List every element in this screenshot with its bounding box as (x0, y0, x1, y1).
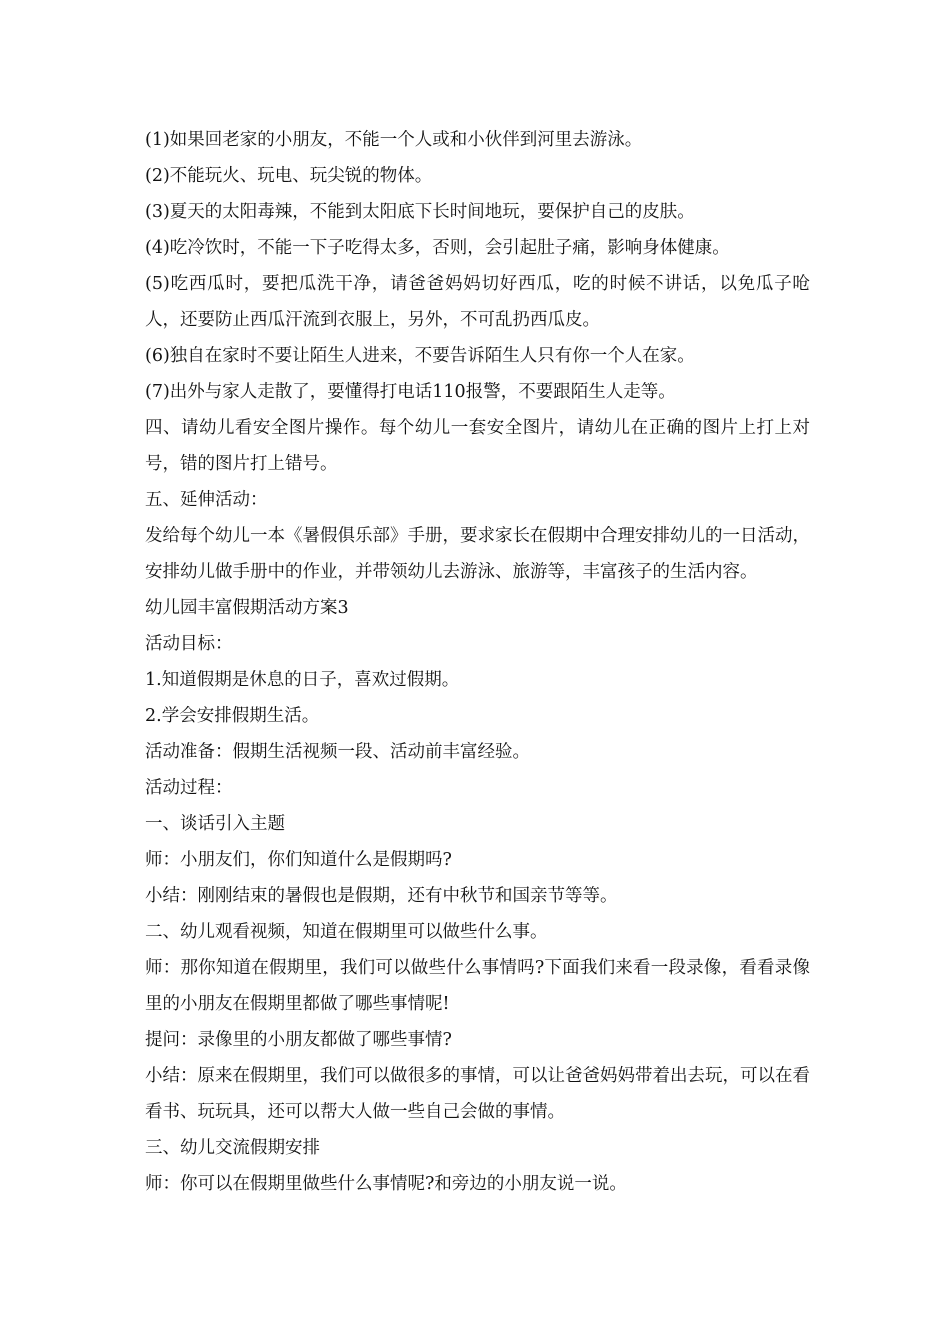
section-heading-5: 五、延伸活动： (145, 490, 268, 510)
teacher-question-3: 师：你可以在假期里做些什么事情呢?和旁边的小朋友说一说。 (145, 1174, 627, 1194)
activity-preparation: 活动准备：假期生活视频一段、活动前丰富经验。 (145, 742, 530, 762)
goal-item-1: 1.知道假期是休息的日子，喜欢过假期。 (145, 670, 460, 690)
paragraph-safety-rule-4: (4)吃冷饮时，不能一下子吃得太多，否则，会引起肚子痛，影响身体健康。 (145, 238, 730, 258)
process-step-2-heading: 二、幼儿观看视频，知道在假期里可以做些什么事。 (145, 922, 548, 942)
paragraph-safety-rule-7: (7)出外与家人走散了，要懂得打电话110报警，不要跟陌生人走等。 (145, 382, 676, 402)
paragraph-safety-rule-5: (5)吃西瓜时，要把瓜洗干净，请爸爸妈妈切好西瓜，吃的时候不讲话，以免瓜子呛人，还要防止西瓜汗流到衣服上，另外，不可乱扔西瓜皮。 (145, 274, 810, 330)
summary-2: 小结：原来在假期里，我们可以做很多的事情，可以让爸爸妈妈带着出去玩，可以在看看书、玩玩具，还可以帮大人做一些自己会做的事情。 (145, 1066, 810, 1122)
paragraph-safety-rule-2: (2)不能玩火、玩电、玩尖锐的物体。 (145, 166, 433, 186)
teacher-question-2: 师：那你知道在假期里，我们可以做些什么事情吗?下面我们来看一段录像，看看录像里的小朋友在假期里都做了哪些事情呢! (145, 958, 810, 1014)
document-body (145, 122, 810, 1202)
section-heading-4: 四、请幼儿看安全图片操作。每个幼儿一套安全图片，请幼儿在正确的图片上打上对号，错的图片打上错号。 (145, 418, 810, 474)
summary-1: 小结：刚刚结束的暑假也是假期，还有中秋节和国亲节等等。 (145, 886, 618, 906)
activity-goals-heading: 活动目标： (145, 634, 233, 654)
paragraph-safety-rule-1: (1)如果回老家的小朋友，不能一个人或和小伙伴到河里去游泳。 (145, 130, 643, 150)
process-step-1-heading: 一、谈话引入主题 (145, 814, 285, 834)
paragraph-safety-rule-3: (3)夏天的太阳毒辣，不能到太阳底下长时间地玩，要保护自己的皮肤。 (145, 202, 695, 222)
paragraph-safety-rule-6: (6)独自在家时不要让陌生人进来，不要告诉陌生人只有你一个人在家。 (145, 346, 695, 366)
question-prompt: 提问：录像里的小朋友都做了哪些事情? (145, 1030, 452, 1050)
plan-title: 幼儿园丰富假期活动方案3 (145, 598, 349, 618)
teacher-question-1: 师：小朋友们，你们知道什么是假期吗? (145, 850, 452, 870)
activity-process-heading: 活动过程： (145, 778, 233, 798)
goal-item-2: 2.学会安排假期生活。 (145, 706, 320, 726)
process-step-3-heading: 三、幼儿交流假期安排 (145, 1138, 320, 1158)
paragraph-extension-activity: 发给每个幼儿一本《暑假俱乐部》手册，要求家长在假期中合理安排幼儿的一日活动，安排幼儿做手册中的作业，并带领幼儿去游泳、旅游等，丰富孩子的生活内容。 (145, 526, 810, 582)
